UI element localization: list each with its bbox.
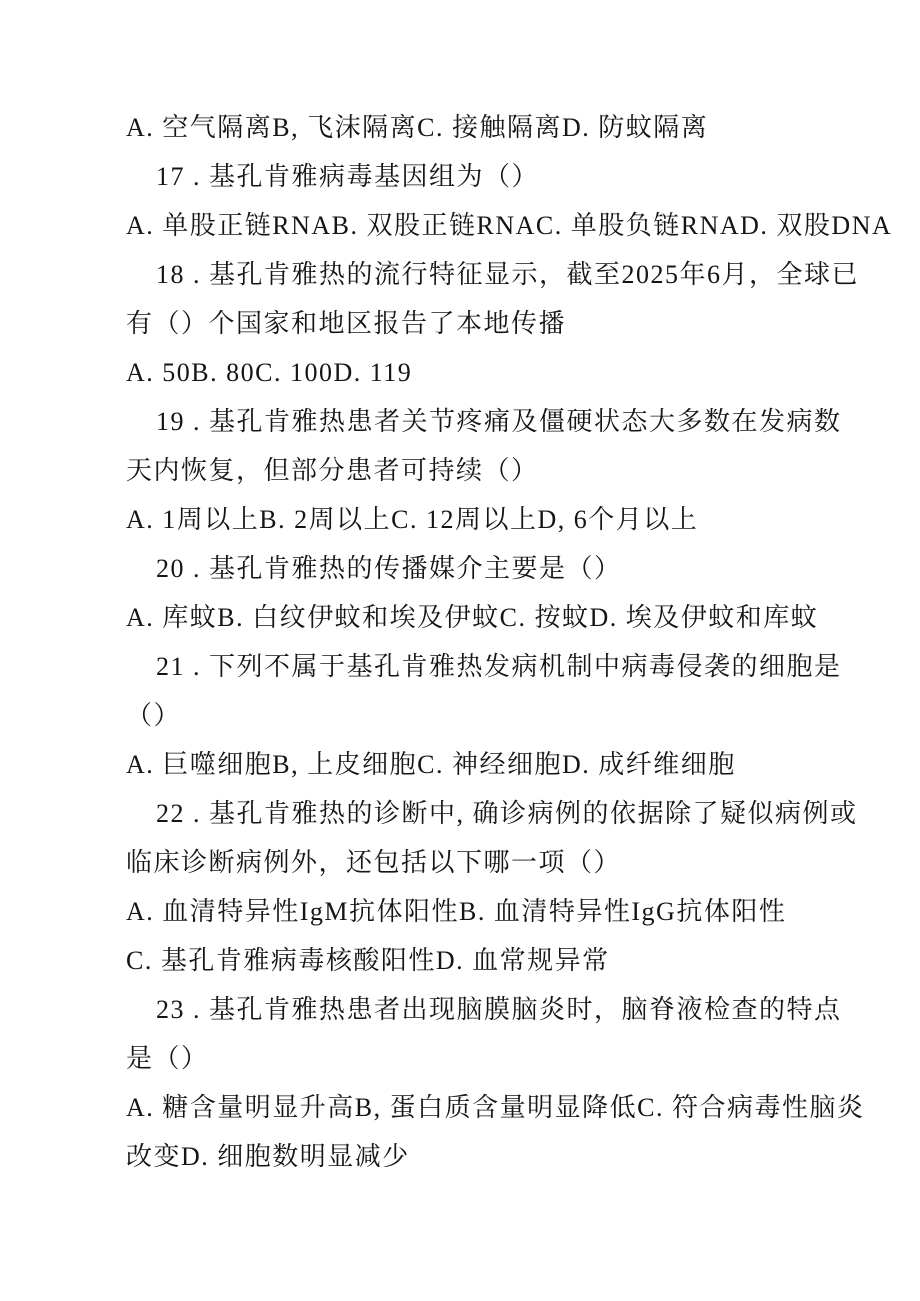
question-17-stem-line: 17 . 基孔肯雅病毒基因组为（）: [156, 162, 540, 191]
question-22-stem-line-2: 临床诊断病例外，还包括以下哪一项（）: [126, 848, 622, 877]
question-23-stem-line-2: 是（）: [126, 1044, 209, 1073]
question-16-options-line: A. 空气隔离B, 飞沫隔离C. 接触隔离D. 防蚊隔离: [126, 113, 709, 142]
question-19-stem-line-1: 19 . 基孔肯雅热患者关节疼痛及僵硬状态大多数在发病数: [156, 407, 842, 436]
question-23-options-line-1: A. 糖含量明显升高B, 蛋白质含量明显降低C. 符合病毒性脑炎: [126, 1093, 865, 1122]
question-21-stem-line-2: （）: [126, 701, 182, 730]
question-22-options-line-1: A. 血清特异性IgM抗体阳性B. 血清特异性IgG抗体阳性: [126, 897, 787, 926]
question-20-stem-line: 20 . 基孔肯雅热的传播媒介主要是（）: [156, 554, 622, 583]
question-21-stem-line-1: 21 . 下列不属于基孔肯雅热发病机制中病毒侵袭的细胞是: [156, 652, 842, 681]
question-19-options-line: A. 1周以上B. 2周以上C. 12周以上D, 6个月以上: [126, 505, 699, 534]
question-21-options-line: A. 巨噬细胞B, 上皮细胞C. 神经细胞D. 成纤维细胞: [126, 750, 736, 779]
question-20-options-line: A. 库蚊B. 白纹伊蚊和埃及伊蚊C. 按蚊D. 埃及伊蚊和库蚊: [126, 603, 819, 632]
question-18-stem-line-2: 有（）个国家和地区报告了本地传播: [126, 309, 567, 338]
question-18-stem-line-1: 18 . 基孔肯雅热的流行特征显示，截至2025年6月，全球已: [156, 260, 860, 289]
question-22-stem-line-1: 22 . 基孔肯雅热的诊断中, 确诊病例的依据除了疑似病例或: [156, 799, 858, 828]
question-23-options-line-2: 改变D. 细胞数明显减少: [126, 1142, 410, 1171]
question-17-options-line: A. 单股正链RNAB. 双股正链RNAC. 单股负链RNAD. 双股DNA: [126, 211, 893, 240]
exam-document-page: [0, 103, 920, 1181]
question-23-stem-line-1: 23 . 基孔肯雅热患者出现脑膜脑炎时，脑脊液检查的特点: [156, 995, 842, 1024]
question-18-options-line: A. 50B. 80C. 100D. 119: [126, 358, 413, 387]
question-19-stem-line-2: 天内恢复，但部分患者可持续（）: [126, 456, 539, 485]
question-22-options-line-2: C. 基孔肯雅病毒核酸阳性D. 血常规异常: [126, 946, 610, 975]
